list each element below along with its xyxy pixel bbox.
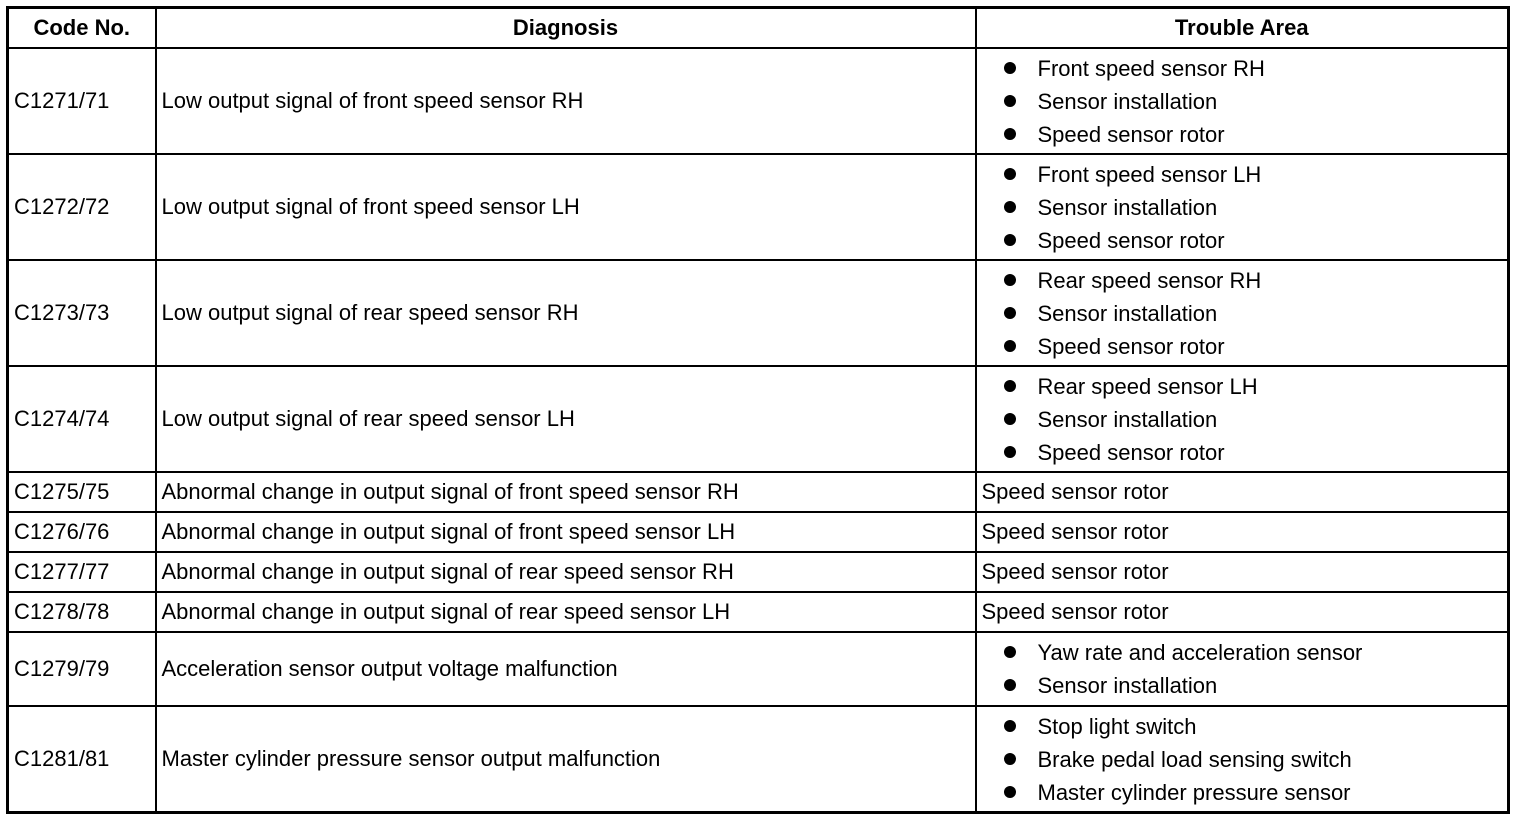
diagnosis-cell: Low output signal of front speed sensor RH bbox=[156, 48, 976, 154]
table-row bbox=[8, 154, 1509, 260]
table-row bbox=[8, 512, 1509, 552]
diagnosis-cell: Abnormal change in output signal of rear speed sensor LH bbox=[156, 592, 976, 632]
trouble-area-list bbox=[982, 636, 1503, 702]
trouble-area-cell: Speed sensor rotor bbox=[976, 512, 1509, 552]
table-row bbox=[8, 552, 1509, 592]
trouble-area-item: Sensor installation bbox=[1004, 403, 1503, 436]
trouble-area-cell bbox=[976, 48, 1509, 154]
diagnosis-cell: Acceleration sensor output voltage malfunction bbox=[156, 632, 976, 706]
code-cell: C1278/78 bbox=[8, 592, 156, 632]
trouble-area-cell bbox=[976, 706, 1509, 813]
trouble-area-item: Front speed sensor RH bbox=[1004, 52, 1503, 85]
trouble-area-item: Speed sensor rotor bbox=[1004, 330, 1503, 363]
diagnosis-cell: Abnormal change in output signal of front speed sensor LH bbox=[156, 512, 976, 552]
trouble-area-item: Speed sensor rotor bbox=[1004, 436, 1503, 469]
diagnosis-cell: Low output signal of rear speed sensor RH bbox=[156, 260, 976, 366]
trouble-area-item: Front speed sensor LH bbox=[1004, 158, 1503, 191]
trouble-area-item: Speed sensor rotor bbox=[1004, 118, 1503, 151]
trouble-area-item: Sensor installation bbox=[1004, 191, 1503, 224]
code-cell: C1277/77 bbox=[8, 552, 156, 592]
trouble-area-item: Sensor installation bbox=[1004, 297, 1503, 330]
header-diagnosis: Diagnosis bbox=[156, 8, 976, 49]
trouble-area-item: Rear speed sensor LH bbox=[1004, 370, 1503, 403]
trouble-area-item: Stop light switch bbox=[1004, 710, 1503, 743]
code-cell: C1275/75 bbox=[8, 472, 156, 512]
trouble-area-item: Rear speed sensor RH bbox=[1004, 264, 1503, 297]
trouble-area-cell bbox=[976, 366, 1509, 472]
table-body bbox=[8, 48, 1509, 813]
trouble-area-item: Sensor installation bbox=[1004, 85, 1503, 118]
trouble-area-item: Yaw rate and acceleration sensor bbox=[1004, 636, 1503, 669]
trouble-area-cell bbox=[976, 260, 1509, 366]
code-cell: C1273/73 bbox=[8, 260, 156, 366]
trouble-area-item: Master cylinder pressure sensor bbox=[1004, 776, 1503, 809]
diagnosis-cell: Low output signal of rear speed sensor LH bbox=[156, 366, 976, 472]
trouble-area-item: Sensor installation bbox=[1004, 669, 1503, 702]
trouble-area-cell: Speed sensor rotor bbox=[976, 592, 1509, 632]
trouble-area-list bbox=[982, 264, 1503, 363]
table-row bbox=[8, 260, 1509, 366]
trouble-area-cell bbox=[976, 632, 1509, 706]
trouble-area-list bbox=[982, 52, 1503, 151]
table-row bbox=[8, 706, 1509, 813]
trouble-area-list bbox=[982, 158, 1503, 257]
diagnosis-cell: Master cylinder pressure sensor output malfunction bbox=[156, 706, 976, 813]
table-row bbox=[8, 632, 1509, 706]
table-row bbox=[8, 48, 1509, 154]
trouble-area-list bbox=[982, 370, 1503, 469]
trouble-area-list bbox=[982, 710, 1503, 809]
code-cell: C1271/71 bbox=[8, 48, 156, 154]
table-row bbox=[8, 592, 1509, 632]
code-cell: C1281/81 bbox=[8, 706, 156, 813]
table-row bbox=[8, 472, 1509, 512]
trouble-area-cell bbox=[976, 154, 1509, 260]
trouble-area-item: Brake pedal load sensing switch bbox=[1004, 743, 1503, 776]
diagnosis-cell: Abnormal change in output signal of rear speed sensor RH bbox=[156, 552, 976, 592]
header-code: Code No. bbox=[8, 8, 156, 49]
trouble-area-cell: Speed sensor rotor bbox=[976, 472, 1509, 512]
diagnosis-cell: Abnormal change in output signal of front speed sensor RH bbox=[156, 472, 976, 512]
code-cell: C1279/79 bbox=[8, 632, 156, 706]
table-header bbox=[8, 8, 1509, 49]
code-cell: C1272/72 bbox=[8, 154, 156, 260]
diagnosis-cell: Low output signal of front speed sensor LH bbox=[156, 154, 976, 260]
trouble-area-cell: Speed sensor rotor bbox=[976, 552, 1509, 592]
code-cell: C1274/74 bbox=[8, 366, 156, 472]
table-row bbox=[8, 366, 1509, 472]
header-trouble-area: Trouble Area bbox=[976, 8, 1509, 49]
code-cell: C1276/76 bbox=[8, 512, 156, 552]
header-row bbox=[8, 8, 1509, 49]
diagnostic-code-table bbox=[6, 6, 1510, 814]
trouble-area-item: Speed sensor rotor bbox=[1004, 224, 1503, 257]
